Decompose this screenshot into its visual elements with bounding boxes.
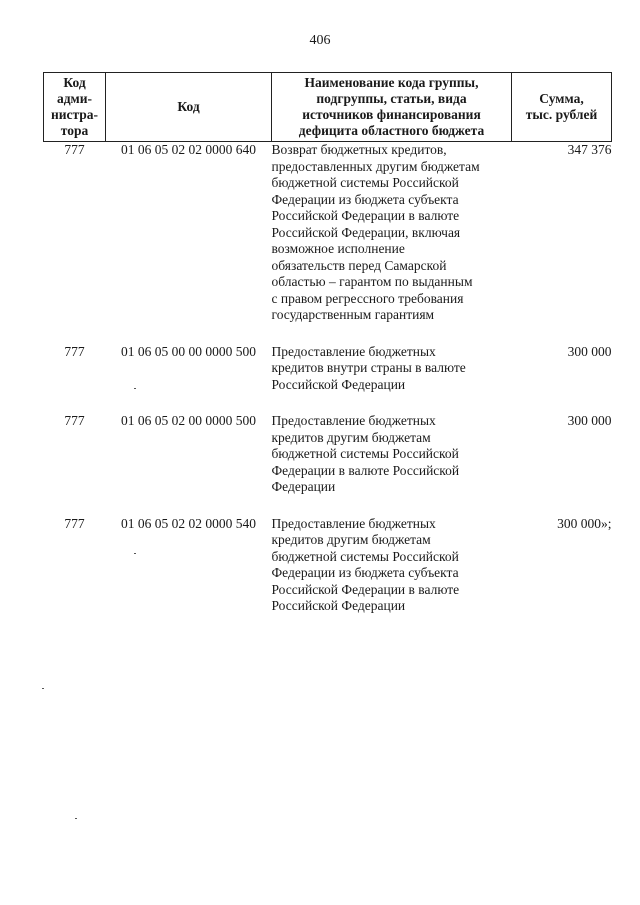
header-admin-code	[44, 73, 106, 142]
name-line: кредитов другим бюджетам	[271, 429, 431, 445]
name-line: Возврат бюджетных кредитов,	[271, 142, 447, 157]
name-line: Федерации в валюте Российской	[271, 462, 460, 478]
name-line: возможное исполнение	[271, 241, 405, 256]
admin-code-cell: 777	[64, 413, 85, 428]
name-cell	[272, 142, 512, 324]
header-admin-line: нистра-	[50, 107, 99, 122]
name-line: обязательств перед Самарской	[271, 257, 447, 273]
name-line: кредитов другим бюджетам	[271, 532, 431, 547]
name-line: Российской Федерации в валюте	[271, 581, 460, 597]
table-row	[44, 344, 612, 394]
scan-speck	[134, 388, 136, 389]
name-line: Российской Федерации	[271, 376, 406, 392]
name-line: Предоставление бюджетных	[271, 343, 436, 359]
sum-cell: 300 000	[567, 413, 612, 428]
sum-cell: 300 000»;	[557, 515, 612, 531]
table-header	[44, 73, 612, 142]
name-line: Федерации	[271, 479, 336, 494]
name-line: с правом регрессного требования	[271, 290, 464, 306]
header-sum-line: тыс. рублей	[525, 107, 598, 122]
name-line: кредитов внутри страны в валюте	[271, 360, 466, 375]
header-admin-line: адми-	[56, 91, 93, 106]
name-line: Предоставление бюджетных	[271, 515, 436, 531]
name-line: областью – гарантом по выданным	[271, 274, 473, 289]
name-line: бюджетной системы Российской	[271, 548, 459, 564]
name-line: Российской Федерации, включая	[271, 224, 461, 240]
admin-code-cell: 777	[64, 343, 85, 359]
page-number: 406	[309, 33, 331, 48]
table-row	[44, 516, 612, 615]
scan-speck	[134, 553, 136, 554]
header-name-line: подгруппы, статьи, вида	[316, 91, 467, 106]
name-cell	[272, 516, 512, 615]
header-name	[272, 73, 512, 142]
header-sum	[512, 73, 612, 142]
header-admin-line: тора	[60, 123, 89, 138]
name-line: государственным гарантиям	[271, 307, 435, 322]
name-line: Российской Федерации в валюте	[271, 208, 460, 223]
table-row	[44, 413, 612, 496]
sum-cell: 347 376	[567, 142, 612, 157]
name-line: Федерации из бюджета субъекта	[271, 191, 459, 207]
scan-speck	[75, 818, 77, 819]
header-name-line: источников финансирования	[302, 107, 481, 122]
name-line: бюджетной системы Российской	[271, 175, 459, 190]
scan-speck	[42, 688, 44, 689]
code-cell: 01 06 05 02 00 0000 500	[121, 413, 256, 428]
name-line: Предоставление бюджетных	[271, 413, 436, 428]
header-admin-line: Код	[63, 75, 86, 90]
name-line: предоставленных другим бюджетам	[271, 158, 480, 174]
name-cell	[272, 413, 512, 496]
code-cell: 01 06 05 02 02 0000 540	[121, 515, 256, 531]
header-name-line: дефицита областного бюджета	[298, 123, 485, 138]
name-line: Российской Федерации	[271, 598, 406, 613]
admin-code-cell: 777	[64, 142, 85, 157]
header-code	[106, 73, 272, 142]
table-row	[44, 142, 612, 324]
budget-sources-table	[43, 72, 612, 615]
name-line: бюджетной системы Российской	[271, 446, 459, 461]
header-code-label: Код	[177, 99, 200, 114]
name-line: Федерации из бюджета субъекта	[271, 565, 459, 580]
name-cell	[272, 344, 512, 394]
code-cell: 01 06 05 02 02 0000 640	[121, 142, 256, 157]
sum-cell: 300 000	[567, 343, 612, 359]
code-cell: 01 06 05 00 00 0000 500	[121, 343, 256, 359]
header-name-line: Наименование кода группы,	[304, 75, 479, 90]
header-sum-line: Сумма,	[539, 91, 584, 106]
admin-code-cell: 777	[64, 515, 85, 531]
